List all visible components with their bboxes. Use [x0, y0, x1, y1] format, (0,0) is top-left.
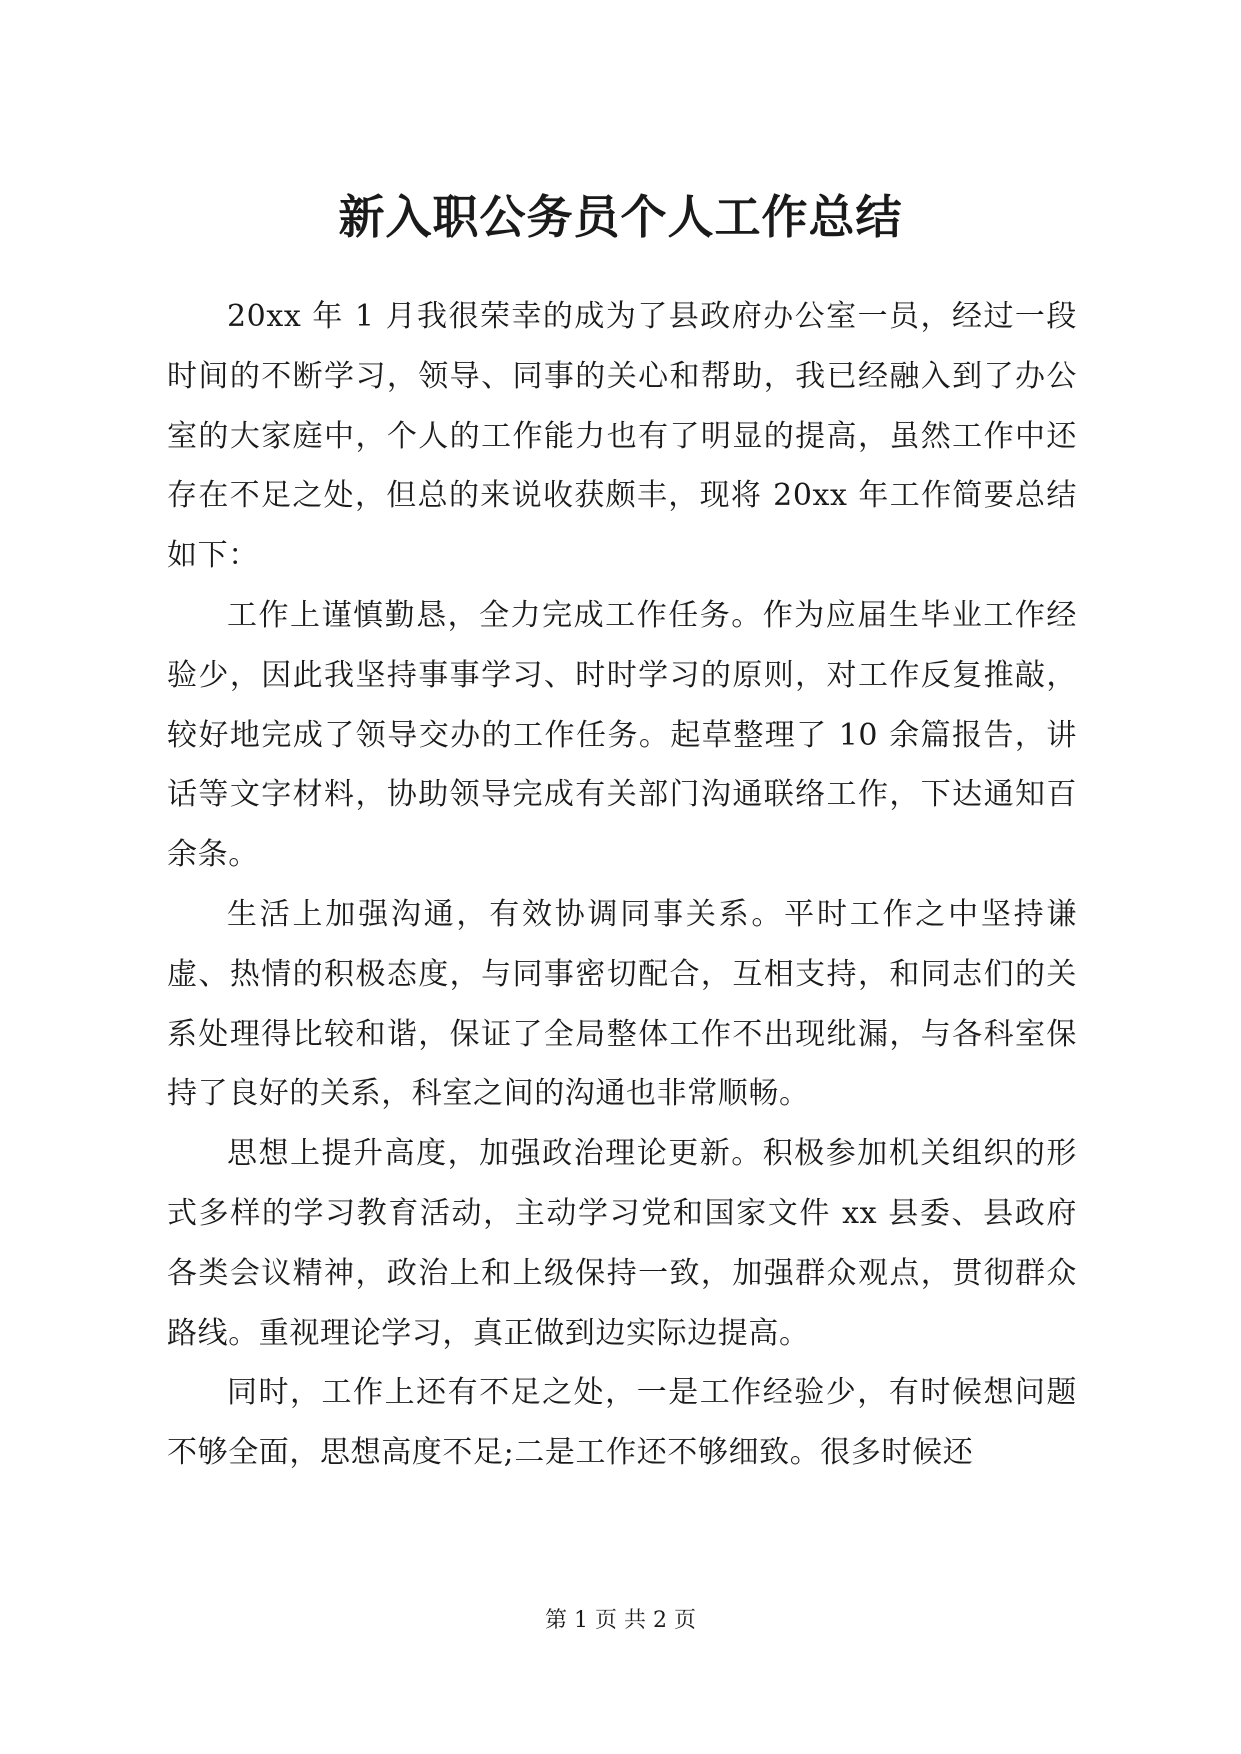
paragraph-life: 生活上加强沟通，有效协调同事关系。平时工作之中坚持谦虚、热情的积极态度，与同事密切配合，互相支持，和同志们的关系处理得比较和谐，保证了全局整体工作不出现纰漏，与各科室保持了良好的关系，科室之间的沟通也非常顺畅。	[167, 896, 1077, 1112]
paragraph-shortcomings: 同时，工作上还有不足之处，一是工作经验少，有时候想问题不够全面，思想高度不足;二是工作还不够细致。很多时候还	[167, 1375, 1077, 1471]
document-body	[167, 287, 1077, 1483]
document-title: 新入职公务员个人工作总结	[338, 190, 903, 244]
paragraph-work: 工作上谨慎勤恳，全力完成工作任务。作为应届生毕业工作经验少，因此我坚持事事学习、时时学习的原则，对工作反复推敲，较好地完成了领导交办的工作任务。起草整理了 10 余篇报告，讲话等文字材料，协助领导完成有关部门沟通联络工作，下达通知百余条。	[167, 597, 1077, 873]
paragraph-thought: 思想上提升高度，加强政治理论更新。积极参加机关组织的形式多样的学习教育活动，主动学习党和国家文件 xx 县委、县政府各类会议精神，政治上和上级保持一致，加强群众观点，贯彻群众路线。重视理论学习，真正做到边实际边提高。	[167, 1136, 1077, 1351]
page-number-footer: 第 1 页 共 2 页	[545, 1608, 696, 1633]
paragraph-intro: 20xx 年 1 月我很荣幸的成为了县政府办公室一员，经过一段时间的不断学习，领导、同事的关心和帮助，我已经融入到了办公室的大家庭中，个人的工作能力也有了明显的提高，虽然工作中还存在不足之处，但总的来说收获颇丰，现将 20xx 年工作简要总结如下：	[167, 299, 1077, 574]
